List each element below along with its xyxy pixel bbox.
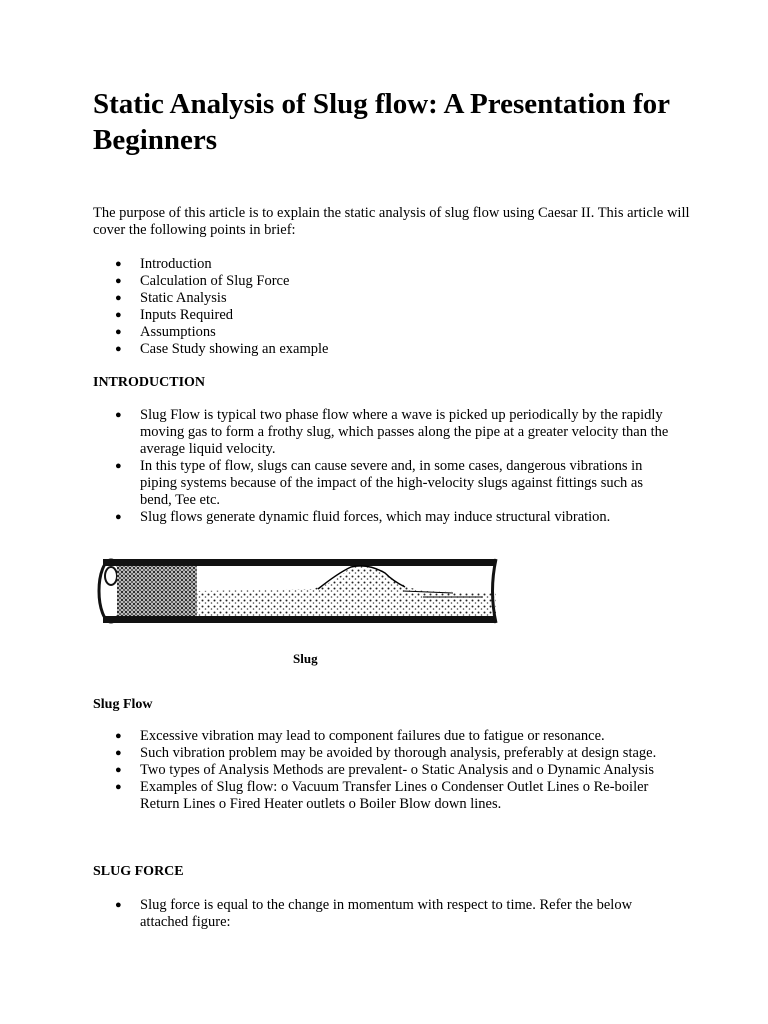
bullet-icon: ● — [115, 258, 122, 270]
list-item: ● Case Study showing an example — [115, 341, 329, 357]
slug-force-heading: SLUG FORCE — [93, 864, 184, 879]
list-item: ● In this type of flow, slugs can cause severe and, in some cases, dangerous vibrations in piping systems because of the impact of the high-velocity slugs against fittings such as bend, Tee etc. — [115, 458, 643, 508]
slug-force-list — [93, 897, 673, 931]
bullet-icon: ● — [115, 343, 122, 355]
slug-flow-list — [93, 728, 673, 813]
points-list — [93, 256, 673, 358]
bullet-icon: ● — [115, 326, 122, 338]
bullet-icon: ● — [115, 730, 122, 742]
bullet-icon: ● — [115, 309, 122, 321]
list-item: ● Examples of Slug flow: o Vacuum Transfer Lines o Condenser Outlet Lines o Re-boiler Return Lines o Fired Heater outlets o Boiler Blow down lines. — [115, 779, 649, 812]
bullet-icon: ● — [115, 460, 122, 472]
list-item: ● Excessive vibration may lead to component failures due to fatigue or resonance. — [115, 728, 605, 744]
introduction-heading: INTRODUCTION — [93, 375, 206, 390]
bullet-icon: ● — [115, 409, 122, 421]
slug-pipe-diagram — [93, 551, 503, 671]
bullet-icon: ● — [115, 747, 122, 759]
bullet-icon: ● — [115, 275, 122, 287]
bullet-icon: ● — [115, 899, 122, 911]
list-item: ● Static Analysis — [115, 290, 227, 306]
list-item: ● Introduction — [115, 256, 212, 272]
bullet-icon: ● — [115, 511, 122, 523]
intro-paragraph: The purpose of this article is to explain the static analysis of slug flow using Caesar II. This article will cover the following points in brief: — [93, 205, 690, 238]
list-item: ● Two types of Analysis Methods are prevalent- o Static Analysis and o Dynamic Analysis — [115, 762, 655, 778]
list-item: ● Inputs Required — [115, 307, 234, 323]
bullet-icon: ● — [115, 764, 122, 776]
list-item: ● Assumptions — [115, 324, 216, 340]
list-item: ● Slug flows generate dynamic fluid forces, which may induce structural vibration. — [115, 509, 611, 525]
slug-flow-figure — [93, 551, 503, 671]
list-item: ● Such vibration problem may be avoided by thorough analysis, preferably at design stage. — [115, 745, 657, 761]
slug-flow-heading: Slug Flow — [93, 697, 153, 712]
bullet-icon: ● — [115, 292, 122, 304]
introduction-list — [93, 407, 673, 526]
list-item: ● Slug Flow is typical two phase flow where a wave is picked up periodically by the rapidly moving gas to form a frothy slug, which passes along the pipe at a greater velocity than the average liquid velocity. — [115, 407, 669, 457]
figure-caption: Slug — [293, 651, 318, 666]
list-item: ● Slug force is equal to the change in momentum with respect to time. Refer the below attached figure: — [115, 897, 633, 930]
bullet-icon: ● — [115, 781, 122, 793]
list-item: ● Calculation of Slug Force — [115, 273, 290, 289]
page-title: Static Analysis of Slug flow: A Presentation for Beginners — [93, 88, 670, 156]
